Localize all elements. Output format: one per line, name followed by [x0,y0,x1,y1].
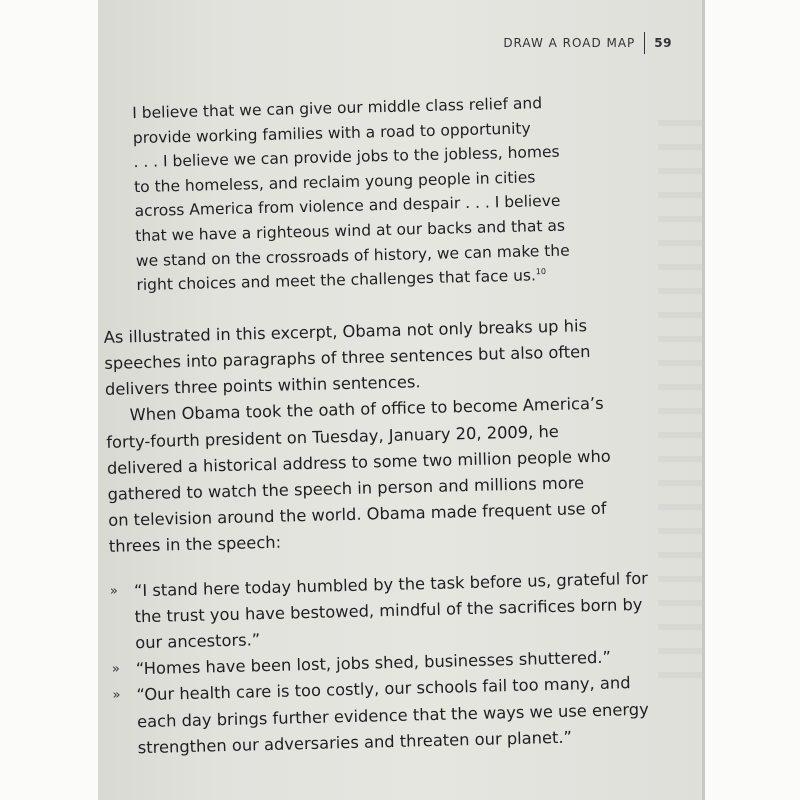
page-edge [702,0,705,800]
quote-line: that we have a righteous wind at our backs and that as [135,216,566,246]
quote-bullet-list [110,563,702,761]
paragraph-line: gathered to watch the speech in person and millions more [107,473,585,504]
page-body [98,87,702,762]
paragraph-line: delivers three points within sentences. [104,372,421,400]
bullet-chevron-icon: » [112,688,121,704]
bullet-line: “Our health care is too costly, our schools fail too many, and [136,673,631,705]
footnote-marker: 10 [535,267,547,277]
bullet-chevron-icon: » [109,583,119,599]
bullet-line: our ancestors.” [134,630,261,653]
quote-line: provide working families with a road to opportunity [132,119,531,147]
running-head-divider [644,32,645,54]
quote-line: across America from violence and despair . . . I believe [134,192,561,221]
book-page [98,0,702,800]
list-item [110,564,702,657]
quote-line: we stand on the crossroads of history, we can make the [135,241,570,270]
bullet-line: the trust you have bestowed, mindful of the sacrifices born by [134,594,643,627]
running-head-title: DRAW A ROAD MAP [503,36,636,50]
paragraph-line: delivered a historical address to some two million people who [106,446,611,478]
paragraph-line: forty-fourth president on Tuesday, January 20, 2009, he [106,421,560,452]
quote-line: . . . I believe we can provide jobs to the jobless, homes [133,142,560,172]
paragraph-line: When Obama took the oath of office to become America’s [129,394,604,425]
running-head [503,32,672,54]
paragraph-excerpt [103,310,702,403]
bullet-chevron-icon: » [111,661,121,678]
quote-line: to the homeless, and reclaim young people in cities [133,168,536,196]
bullet-line: strengthen our adversaries and threaten our planet.” [137,727,573,758]
paragraph-oath [105,388,702,560]
paragraph-line: As illustrated in this excerpt, Obama not only breaks up his [103,315,588,347]
page-number: 59 [654,36,672,50]
bullet-line: “Homes have been lost, jobs shed, businesses shuttered.” [135,647,612,679]
block-quote [132,90,607,298]
bullet-line: “I stand here today humbled by the task before us, grateful for [133,568,649,600]
quote-line-text: right choices and meet the challenges that face us. [136,266,537,295]
paragraph-line: speeches into paragraphs of three sentences but also often [104,341,591,373]
quote-line: I believe that we can give our middle class relief and [132,94,543,123]
list-item [112,668,702,761]
paragraph-line: on television around the world. Obama made frequent use of [107,498,607,531]
bullet-line: each day brings further evidence that the ways we use energy [136,699,649,731]
paragraph-line: threes in the speech: [108,533,282,557]
